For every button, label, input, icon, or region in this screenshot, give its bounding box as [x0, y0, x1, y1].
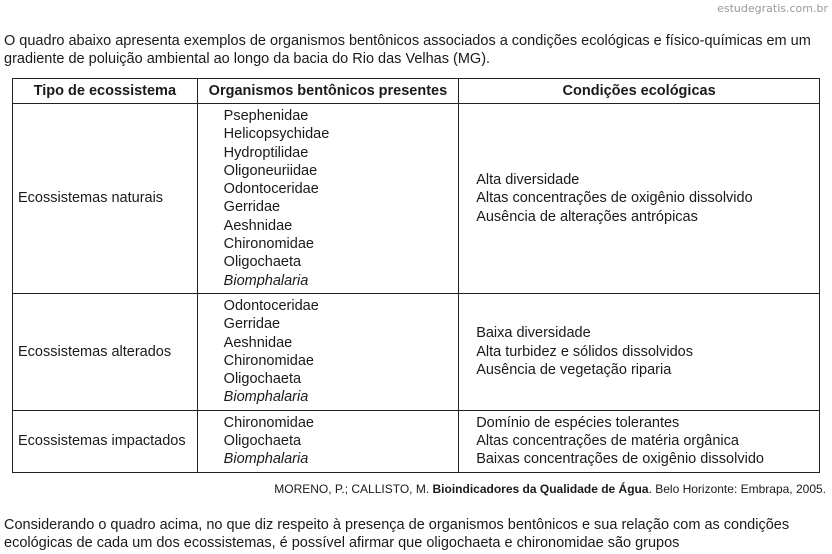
condition-item: Altas concentrações de matéria orgânica — [476, 433, 739, 450]
condition-item: Baixas concentrações de oxigênio dissolvido — [476, 451, 764, 468]
condition-item: Altas concentrações de oxigênio dissolvido — [476, 190, 753, 207]
ecosystem-table — [12, 78, 820, 473]
table-row-altered — [13, 293, 820, 410]
ecosystem-type-cell: Ecossistemas alterados — [13, 293, 198, 410]
source-citation — [274, 482, 826, 496]
source-title: Bioindicadores da Qualidade de Água — [432, 482, 649, 496]
organisms-cell — [197, 293, 459, 410]
organism-item: Oligochaeta — [223, 371, 302, 388]
condition-item: Ausência de vegetação riparia — [476, 362, 672, 378]
organism-item: Odontoceridae — [223, 181, 319, 198]
source-authors: MORENO, P.; CALLISTO, M. — [274, 482, 430, 496]
intro-paragraph: O quadro abaixo apresenta exemplos de organismos bentônicos associados a condições ecológicas e físico-químicas em um gradiente de poluição ambiental ao longo da bacia do Rio das Velhas (MG). — [4, 33, 811, 67]
organism-item: Biomphalaria — [223, 272, 309, 289]
question-paragraph: Considerando o quadro acima, no que diz respeito à presença de organismos bentônicos e sua relação com as condições ecológicas de cada um dos ecossistemas, é possível afirmar que oligochaeta e chironomidae são grupos — [4, 517, 790, 551]
conditions-cell — [459, 293, 820, 410]
organism-item: Biomphalaria — [223, 389, 309, 406]
organisms-cell — [197, 410, 459, 472]
ecosystem-type-cell: Ecossistemas impactados — [13, 410, 198, 472]
condition-item: Alta turbidez e sólidos dissolvidos — [476, 343, 693, 360]
table-header-row — [13, 79, 820, 104]
organism-item: Oligoneuriidae — [223, 162, 318, 179]
conditions-cell — [459, 410, 820, 472]
header-ecosystem-type: Tipo de ecossistema — [13, 79, 198, 104]
organism-item: Gerridae — [223, 199, 281, 216]
organisms-cell — [197, 104, 459, 294]
organism-item: Oligochaeta — [223, 433, 302, 450]
organism-item: Gerridae — [223, 316, 281, 333]
condition-item: Alta diversidade — [476, 172, 580, 189]
condition-item: Baixa diversidade — [476, 325, 591, 342]
condition-item: Ausência de alterações antrópicas — [476, 208, 698, 225]
organism-item: Chironomidae — [223, 236, 314, 253]
conditions-cell — [459, 104, 820, 294]
condition-item: Domínio de espécies tolerantes — [476, 414, 680, 431]
organism-item: Chironomidae — [223, 352, 314, 369]
organism-item: Hydroptilidae — [223, 144, 309, 161]
organism-item: Odontoceridae — [223, 297, 319, 314]
ecosystem-type-cell: Ecossistemas naturais — [13, 104, 198, 294]
organism-item: Psephenidae — [223, 108, 309, 124]
organism-item: Biomphalaria — [223, 451, 309, 468]
organism-item: Aeshnidae — [223, 217, 293, 234]
table-row-impacted — [13, 410, 820, 472]
site-watermark: estudegratis.com.br — [717, 2, 828, 15]
header-organisms: Organismos bentônicos presentes — [197, 79, 459, 104]
organism-item: Helicopsychidae — [223, 126, 330, 143]
source-publication: . Belo Horizonte: Embrapa, 2005. — [648, 482, 826, 496]
organism-item: Chironomidae — [223, 414, 314, 431]
organism-item: Aeshnidae — [223, 334, 293, 351]
table-row-natural — [13, 104, 820, 294]
header-conditions: Condições ecológicas — [459, 79, 820, 104]
organism-item: Oligochaeta — [223, 254, 302, 271]
